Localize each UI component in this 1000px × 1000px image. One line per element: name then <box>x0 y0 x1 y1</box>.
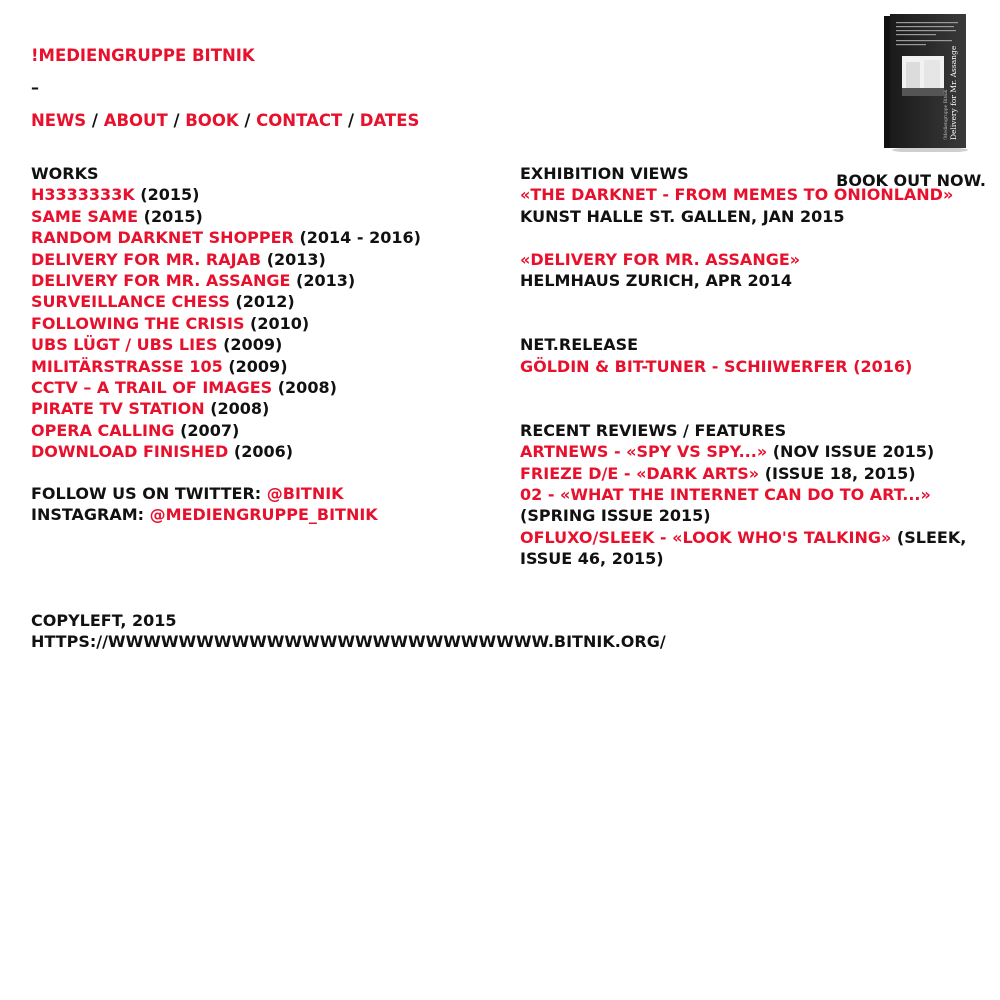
instagram-label: INSTAGRAM: <box>31 505 145 525</box>
review-detail: (SPRING ISSUE 2015) <box>520 506 711 526</box>
book-out-caption[interactable]: BOOK OUT NOW. <box>836 171 986 190</box>
review-item <box>520 484 990 527</box>
work-link[interactable]: OPERA CALLING <box>31 420 175 440</box>
work-link[interactable]: MILITÄRSTRASSE 105 <box>31 356 223 376</box>
work-item <box>31 184 421 205</box>
work-years: (2012) <box>235 292 295 312</box>
footer <box>31 610 666 653</box>
work-item <box>31 313 421 334</box>
work-link[interactable]: SAME SAME <box>31 206 139 226</box>
work-link[interactable]: H3333333K <box>31 185 135 205</box>
title-dash: – <box>31 78 39 97</box>
work-item <box>31 249 421 270</box>
works-heading: WORKS <box>31 164 99 183</box>
work-item <box>31 291 421 312</box>
nav-about[interactable]: ABOUT <box>103 111 168 130</box>
net-release-link[interactable]: GÖLDIN & BIT-TUNER - SCHIIWERFER (2016) <box>520 356 913 376</box>
twitter-link[interactable]: @BITNIK <box>266 484 344 503</box>
nav-separator: / <box>342 111 360 130</box>
spacer <box>520 377 990 420</box>
work-years: (2013) <box>266 249 326 269</box>
exhibition-link[interactable]: «THE DARKNET - FROM MEMES TO ONIONLAND» <box>520 185 954 205</box>
work-years: (2007) <box>180 420 240 440</box>
nav-dates[interactable]: DATES <box>359 111 420 130</box>
work-link[interactable]: PIRATE TV STATION <box>31 399 205 419</box>
works-section <box>31 163 421 463</box>
right-column <box>520 163 990 570</box>
book-cover-author: !Mediengruppe Bitnik <box>944 89 949 140</box>
work-link[interactable]: RANDOM DARKNET SHOPPER <box>31 228 294 248</box>
review-detail: (ISSUE 18, 2015) <box>764 463 916 483</box>
work-link[interactable]: SURVEILLANCE CHESS <box>31 292 230 312</box>
book-cover-title: Delivery for Mr. Assange <box>949 45 958 140</box>
review-item <box>520 441 990 462</box>
footer-url: HTTPS://WWWWWWWWWWWWWWWWWWWWWWWWW.BITNIK.ORG/ <box>31 632 666 652</box>
main-nav <box>31 110 419 131</box>
social-section <box>31 483 378 526</box>
review-detail: (SLEEK, ISSUE 46, 2015) <box>520 527 967 569</box>
nav-book[interactable]: BOOK <box>185 111 239 130</box>
work-link[interactable]: CCTV – A TRAIL OF IMAGES <box>31 378 273 398</box>
work-years: (2008) <box>277 378 337 398</box>
exhibition-link[interactable]: «DELIVERY FOR MR. ASSANGE» <box>520 249 801 269</box>
work-link[interactable]: DOWNLOAD FINISHED <box>31 442 229 462</box>
work-item <box>31 270 421 291</box>
spacer <box>520 291 990 334</box>
nav-contact[interactable]: CONTACT <box>256 111 343 130</box>
twitter-label: FOLLOW US ON TWITTER: <box>31 484 262 503</box>
net-release-item <box>520 356 990 377</box>
book-cover-image[interactable] <box>882 12 968 152</box>
review-item <box>520 463 990 484</box>
site-title-link[interactable]: !MEDIENGRUPPE BITNIK <box>31 46 255 65</box>
work-years: (2015) <box>140 185 200 205</box>
nav-separator: / <box>167 111 186 130</box>
exhibition-item <box>520 249 990 270</box>
review-link[interactable]: OFLUXO/SLEEK - «LOOK WHO'S TALKING» <box>520 527 892 547</box>
work-link[interactable]: DELIVERY FOR MR. ASSANGE <box>31 271 291 291</box>
work-link[interactable]: DELIVERY FOR MR. RAJAB <box>31 249 262 269</box>
review-link[interactable]: 02 - «WHAT THE INTERNET CAN DO TO ART...» <box>520 485 931 505</box>
work-item <box>31 227 421 248</box>
review-item <box>520 527 990 570</box>
instagram-line <box>31 504 378 525</box>
reviews-heading: RECENT REVIEWS / FEATURES <box>520 420 787 440</box>
work-years: (2006) <box>233 442 294 462</box>
exhibitions-heading: EXHIBITION VIEWS <box>520 164 689 183</box>
copyleft: COPYLEFT, 2015 <box>31 611 177 630</box>
exhibition-venue: KUNST HALLE ST. GALLEN, JAN 2015 <box>520 206 845 226</box>
book-promo[interactable] <box>836 10 992 190</box>
work-item <box>31 206 421 227</box>
net-release-heading: NET.RELEASE <box>520 335 639 355</box>
work-item <box>31 356 421 377</box>
instagram-link[interactable]: @MEDIENGRUPPE_BITNIK <box>149 505 378 525</box>
review-detail: (NOV ISSUE 2015) <box>772 442 935 462</box>
work-item <box>31 377 421 398</box>
work-item <box>31 420 421 441</box>
work-years: (2015) <box>143 206 203 226</box>
work-years: (2009) <box>228 356 288 376</box>
exhibition-venue: HELMHAUS ZURICH, APR 2014 <box>520 271 792 291</box>
work-item <box>31 334 421 355</box>
site-title[interactable] <box>31 45 255 66</box>
work-years: (2009) <box>223 335 283 355</box>
nav-separator: / <box>238 111 257 130</box>
nav-news[interactable]: NEWS <box>31 111 87 130</box>
work-years: (2008) <box>210 399 270 419</box>
review-link[interactable]: ARTNEWS - «SPY VS SPY...» <box>520 442 768 462</box>
twitter-line <box>31 483 378 504</box>
spacer <box>520 227 990 248</box>
review-link[interactable]: FRIEZE D/E - «DARK ARTS» <box>520 463 760 483</box>
work-years: (2014 - 2016) <box>299 228 421 248</box>
work-years: (2013) <box>296 271 356 291</box>
nav-separator: / <box>86 111 104 130</box>
work-item <box>31 441 421 462</box>
work-link[interactable]: FOLLOWING THE CRISIS <box>31 313 245 333</box>
work-item <box>31 398 421 419</box>
work-link[interactable]: UBS LÜGT / UBS LIES <box>31 335 218 355</box>
work-years: (2010) <box>250 313 310 333</box>
